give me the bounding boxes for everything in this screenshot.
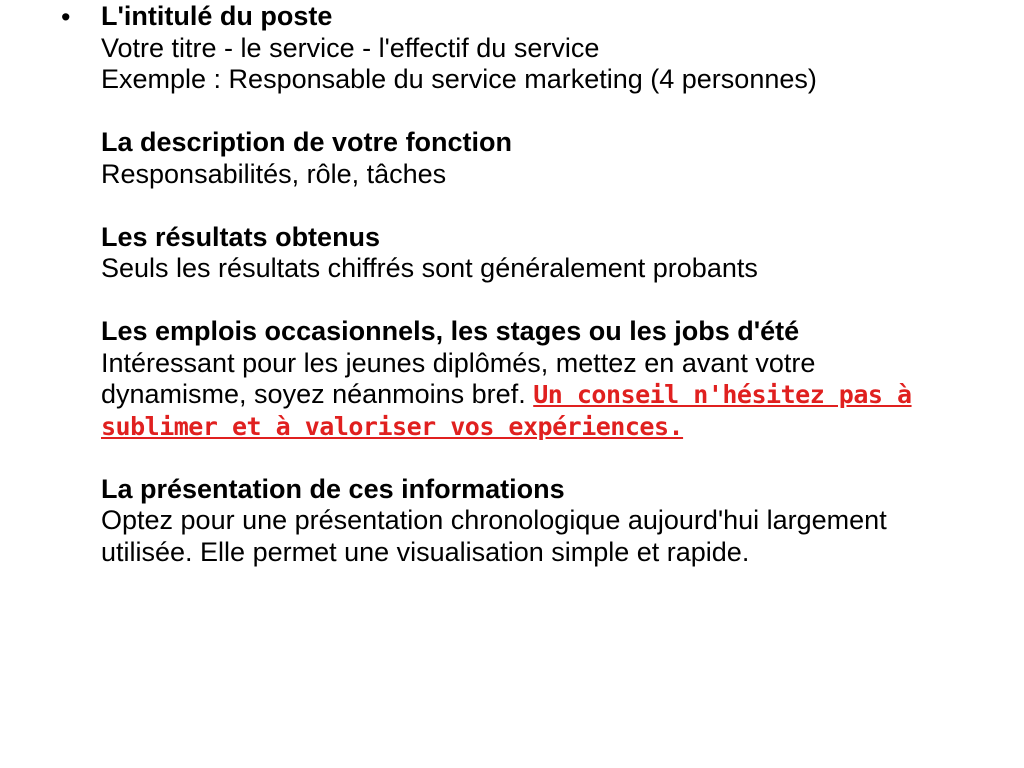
section-text: Seuls les résultats chiffrés sont généralement probants — [101, 253, 758, 283]
section-results — [101, 222, 961, 285]
section-heading: La description de votre fonction — [101, 127, 513, 157]
section-occasional-jobs — [101, 316, 961, 442]
bullet-marker: • — [61, 2, 71, 32]
section-heading: Les emplois occasionnels, les stages ou les jobs d'été — [101, 316, 800, 346]
section-heading: La présentation de ces informations — [101, 473, 565, 504]
section-text: Optez pour une présentation chronologique aujourd'hui largement utilisée. Elle permet une visualisation simple et rapide. — [101, 505, 887, 567]
section-text: Exemple : Responsable du service marketing (4 personnes) — [101, 64, 817, 94]
section-text: Intéressant pour les jeunes diplômés, mettez en avant votre dynamisme, soyez néanmoins bref. — [101, 347, 816, 409]
section-presentation — [101, 474, 961, 569]
section-function-description — [101, 127, 961, 190]
section-heading: L'intitulé du poste — [101, 1, 333, 31]
section-job-title — [101, 1, 961, 96]
section-text: Responsabilités, rôle, tâches — [101, 158, 447, 189]
section-text-with-advice — [101, 348, 961, 443]
slide-content — [101, 1, 961, 600]
section-heading: Les résultats obtenus — [101, 221, 381, 252]
section-text: Votre titre - le service - l'effectif du service — [101, 32, 600, 63]
advice-highlight: Un conseil n'hésitez pas à sublimer et à valoriser vos expériences. — [101, 380, 912, 441]
